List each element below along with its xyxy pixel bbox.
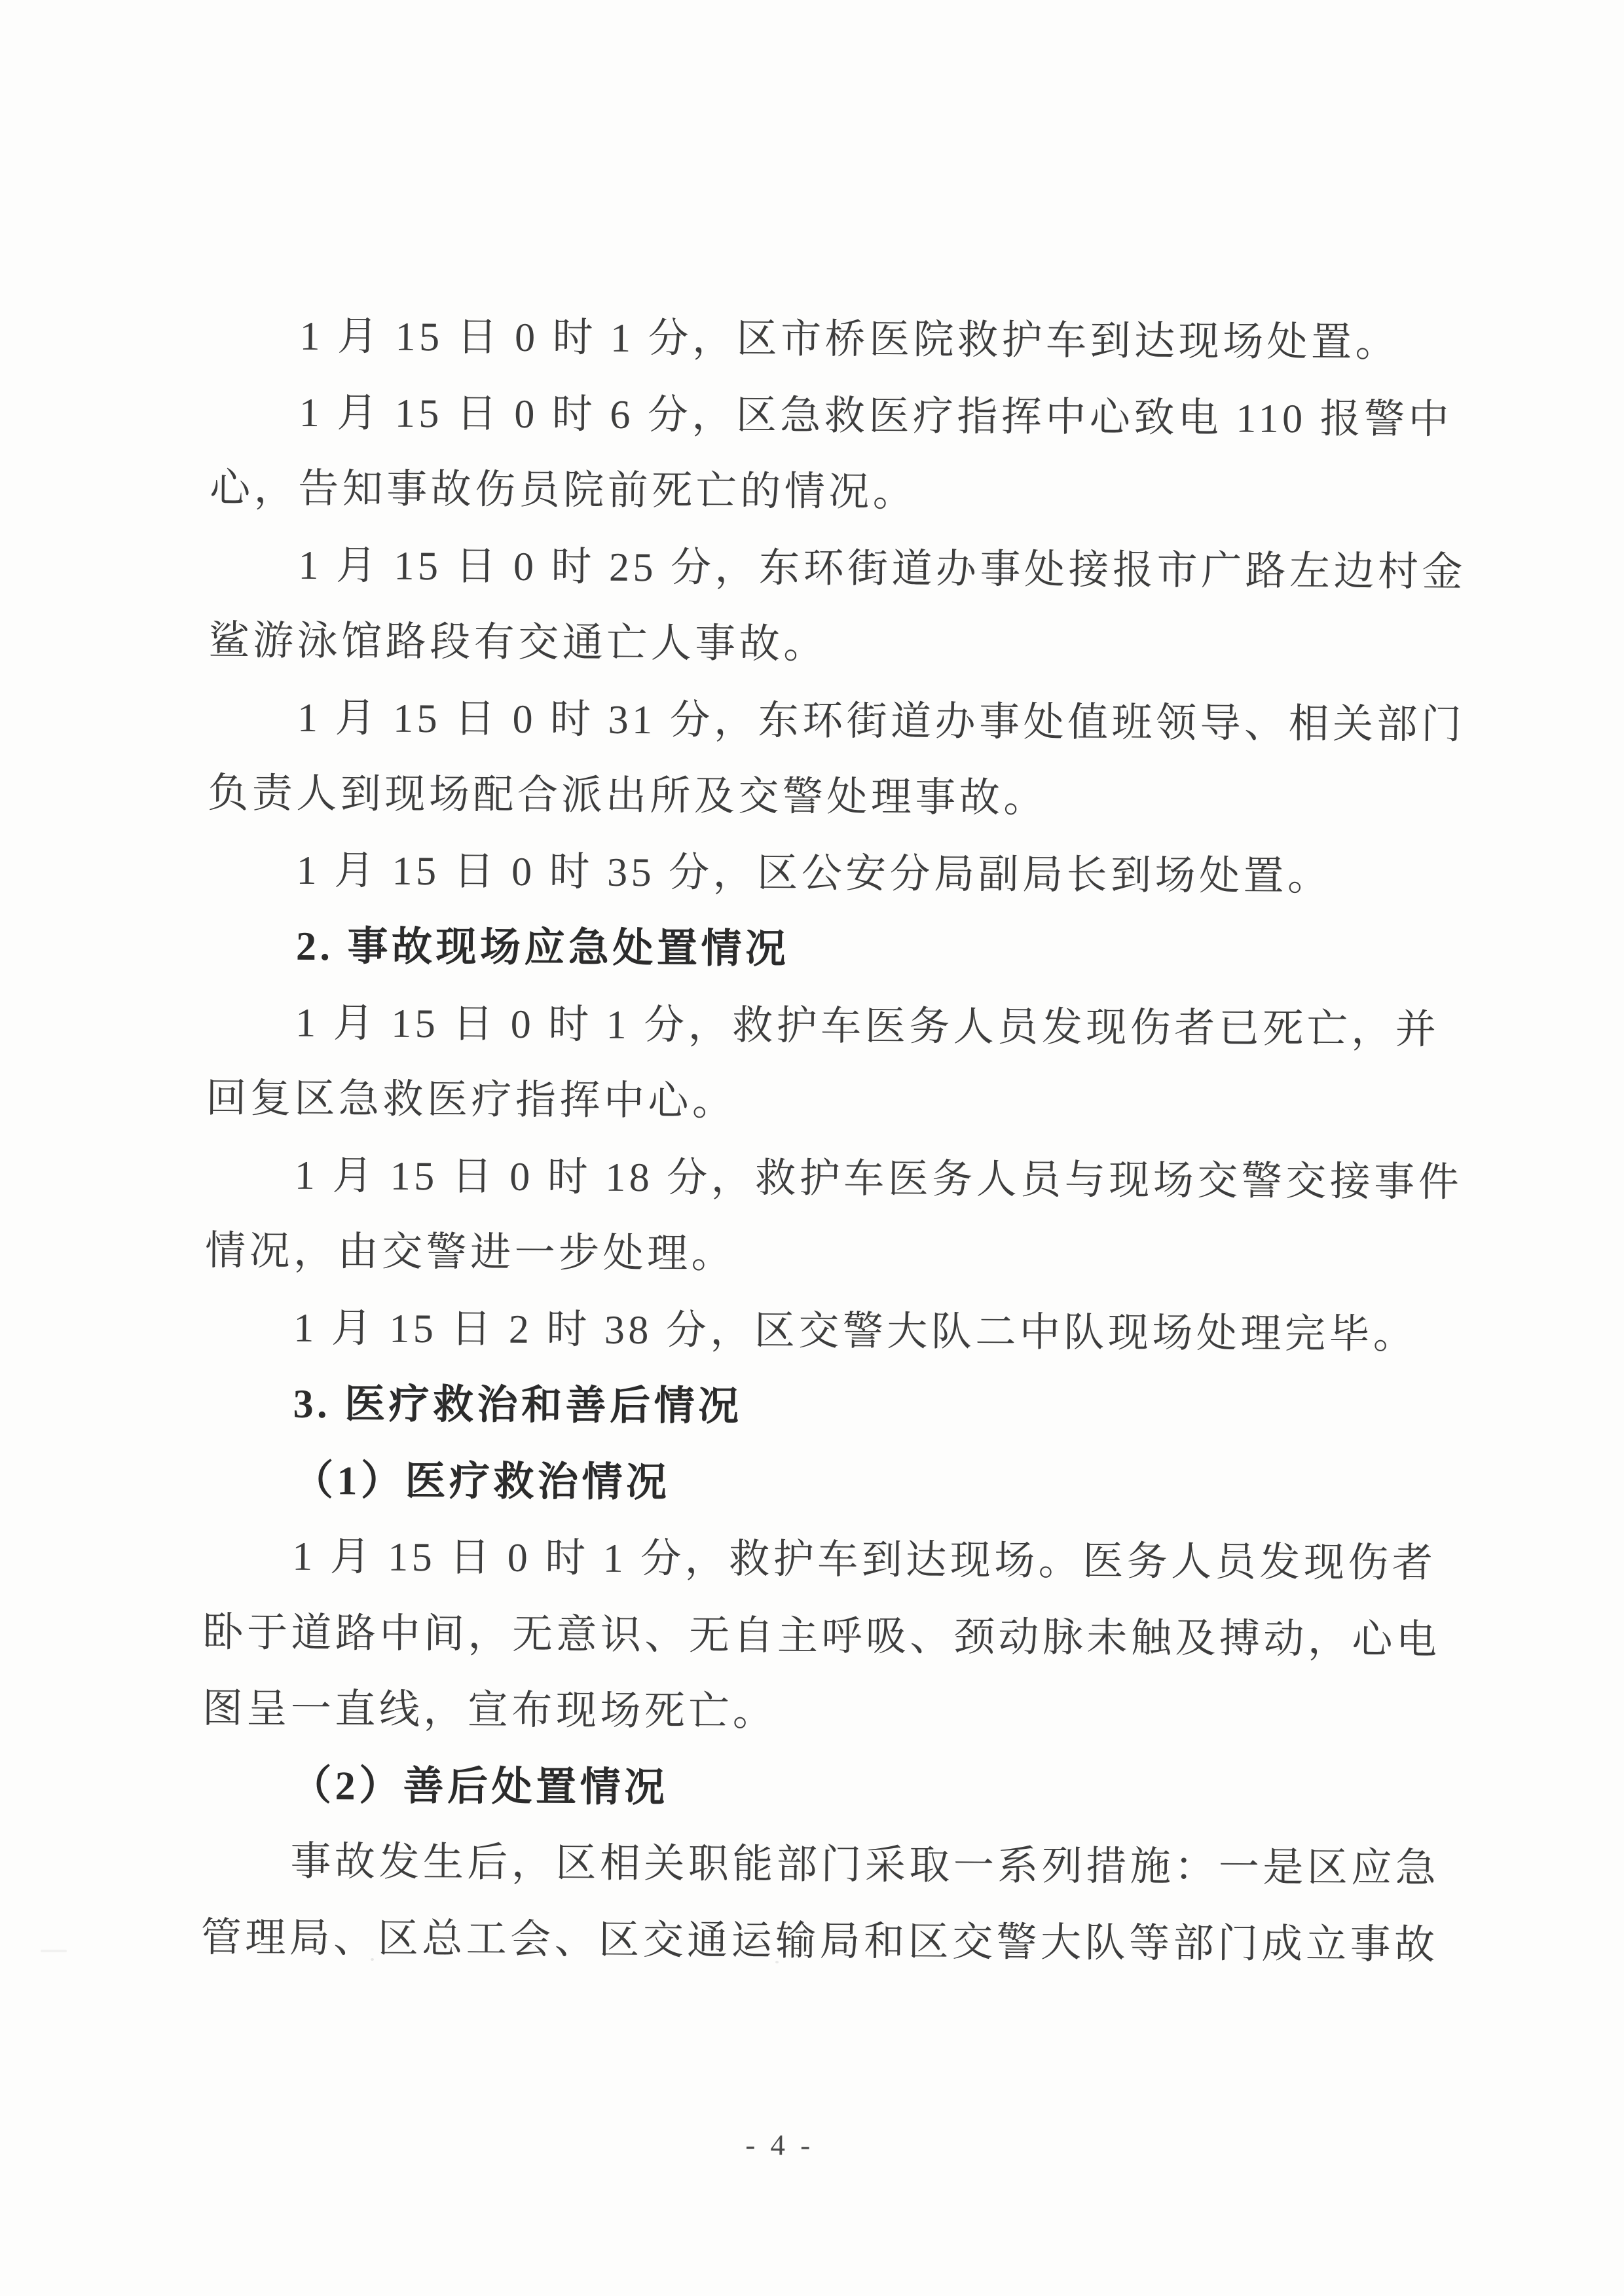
text-line: 1 月 15 日 0 时 31 分，东环街道办事处值班领导、相关部门 [297, 695, 1466, 748]
document-content [200, 298, 1468, 2162]
heading-line: 2. 事故现场应急处置情况 [295, 924, 790, 972]
text-line: 情况，由交警进一步处理。 [204, 1228, 736, 1277]
text-line: 1 月 15 日 0 时 1 分，区市桥医院救护车到达现场处置。 [299, 314, 1400, 366]
text-line: 1 月 15 日 0 时 35 分，区公安分局副局长到场处置。 [296, 848, 1332, 899]
heading-line: （1）医疗救治情况 [292, 1458, 671, 1505]
scan-speck [371, 1958, 374, 1961]
text-line: 卧于道路中间，无意识、无自主呼吸、颈动脉未触及搏动，心电 [202, 1610, 1441, 1663]
text-line: 鲨游泳馆路段有交通亡人事故。 [208, 618, 828, 667]
text-line: 管理局、区总工会、区交通运输局和区交警大队等部门成立事故 [200, 1915, 1439, 1967]
text-line: 1 月 15 日 0 时 1 分，救护车医务人员发现伤者已死亡，并 [295, 1000, 1440, 1052]
text-line: 1 月 15 日 0 时 6 分，区急救医疗指挥中心致电 110 报警中 [299, 390, 1453, 443]
text-line: 心，告知事故伤员院前死亡的情况。 [210, 465, 917, 515]
text-line: 回复区急救医疗指挥中心。 [206, 1076, 737, 1124]
text-line: 1 月 15 日 0 时 1 分，救护车到达现场。医务人员发现伤者 [292, 1534, 1437, 1586]
heading-line: 3. 医疗救治和善后情况 [293, 1381, 743, 1429]
page-number: - 4 - [745, 2128, 815, 2162]
scan-speck [775, 1961, 779, 1963]
text-line: 图呈一直线，宣布现场死亡。 [202, 1686, 777, 1735]
text-line: 事故发生后，区相关职能部门采取一系列措施：一是区应急 [290, 1839, 1440, 1891]
document-lines [200, 298, 1468, 1984]
heading-line: （2）善后处置情况 [290, 1763, 669, 1810]
text-line: 1 月 15 日 0 时 25 分，东环街道办事处接报市广路左边村金 [298, 543, 1467, 595]
text-line: 1 月 15 日 2 时 38 分，区交警大队二中队现场处理完毕。 [293, 1305, 1418, 1357]
scan-speck [41, 1950, 67, 1952]
text-line: 负责人到现场配合派出所及交警处理事故。 [208, 771, 1048, 821]
text-line: 1 月 15 日 0 时 18 分，救护车医务人员与现场交警交接事件 [294, 1153, 1463, 1205]
